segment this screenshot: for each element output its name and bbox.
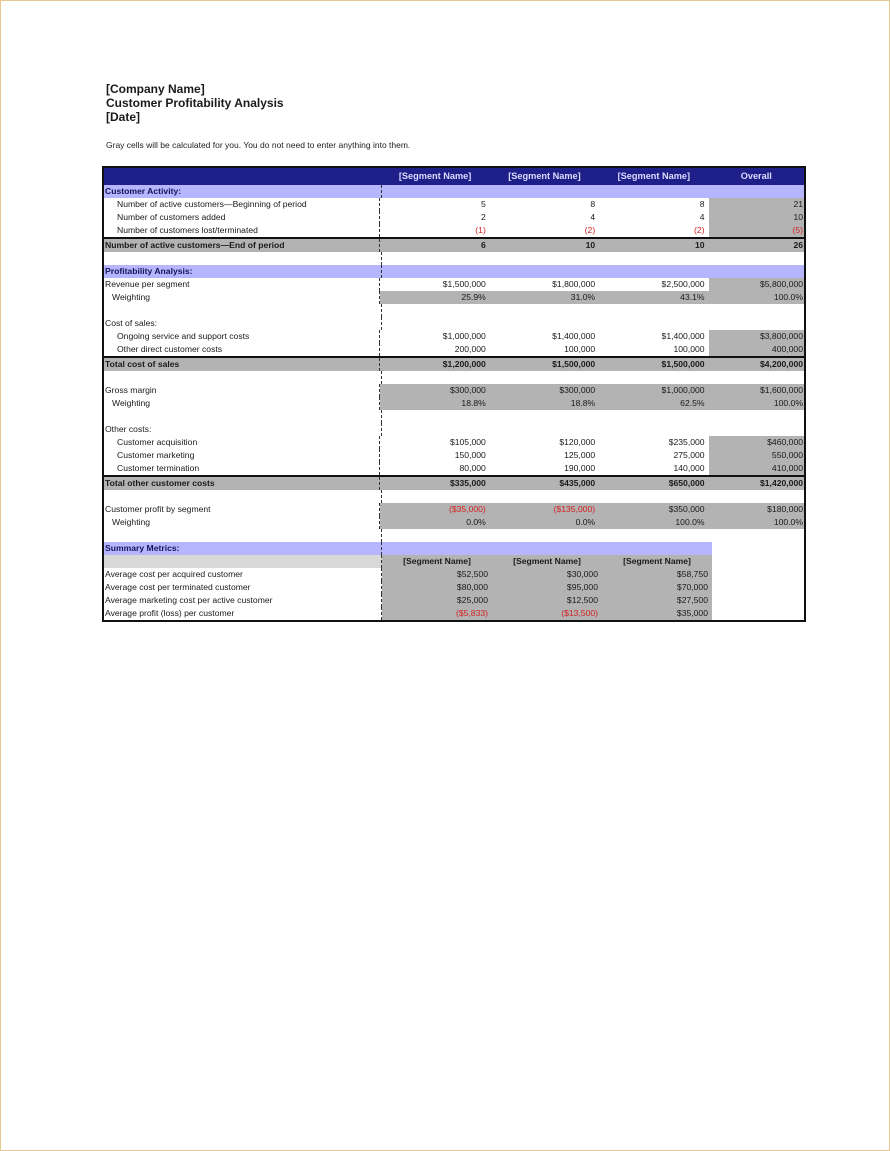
row-label: Number of customers added (104, 211, 380, 224)
cell-calculated: $52,500 (382, 568, 492, 581)
cell-calculated: 10 (709, 211, 804, 224)
column-header: [Segment Name] (602, 555, 712, 568)
cell-calculated: 100.0% (599, 516, 708, 529)
total-row (104, 237, 804, 252)
row-label: Customer marketing (104, 449, 380, 462)
cell[interactable]: 80,000 (459, 463, 486, 473)
cell-calculated: 62.5% (599, 397, 708, 410)
cell[interactable]: 125,000 (564, 450, 596, 460)
column-header: [Segment Name] (492, 555, 602, 568)
section-customer-activity (104, 185, 804, 198)
spacer (104, 410, 382, 423)
cell-calculated: $35,000 (602, 607, 712, 620)
company-name: [Company Name] (106, 82, 205, 96)
table-row (104, 397, 804, 410)
cell-calculated: $1,600,000 (709, 384, 804, 397)
column-header: [Segment Name] (617, 171, 691, 181)
cell[interactable]: $1,400,000 (552, 331, 596, 341)
row-label: Average cost per acquired customer (104, 568, 382, 581)
cell-calculated: 10 (585, 240, 596, 250)
cell[interactable]: 140,000 (673, 463, 705, 473)
row-label: Weighting (104, 291, 380, 304)
cell-calculated: $1,000,000 (599, 384, 708, 397)
cell[interactable]: 275,000 (673, 450, 705, 460)
row-label: Customer profit by segment (104, 503, 380, 516)
table-row (104, 291, 804, 304)
cell-calculated: 21 (709, 198, 804, 211)
spacer-row (104, 252, 804, 265)
table-row (104, 224, 804, 237)
cell-calculated: 25.9% (380, 291, 489, 304)
spacer-row (104, 490, 804, 503)
row-label: Weighting (104, 516, 380, 529)
spacer-row (104, 371, 804, 384)
table-row (104, 607, 804, 620)
cell-calculated: $300,000 (490, 384, 599, 397)
table-row (104, 198, 804, 211)
cell-calculated: $1,200,000 (442, 359, 486, 369)
spacer-row (104, 304, 804, 317)
document-date: [Date] (106, 110, 141, 124)
spacer (104, 304, 382, 317)
cell-calculated: 10 (695, 240, 705, 250)
cell-calculated: 100.0% (709, 516, 804, 529)
cell-calculated: $25,000 (382, 594, 492, 607)
cell[interactable]: $105,000 (449, 437, 486, 447)
row-label: Number of active customers—End of period (104, 239, 380, 252)
cell[interactable]: 4 (699, 212, 705, 222)
cell-calculated: $12,500 (492, 594, 602, 607)
header-blank (104, 168, 380, 185)
row-label: Number of customers lost/terminated (104, 224, 380, 237)
row-label: Customer acquisition (104, 436, 380, 449)
section-summary (104, 542, 804, 555)
cell-calculated: 400,000 (709, 343, 804, 356)
cell-calculated: 18.8% (380, 397, 489, 410)
column-header: [Segment Name] (508, 171, 581, 181)
total-row (104, 356, 804, 371)
row-label: Cost of sales: (104, 317, 382, 330)
spacer-row (104, 529, 804, 542)
profitability-table (102, 166, 806, 622)
row-label: Total other customer costs (104, 477, 380, 490)
cell-calculated: $70,000 (602, 581, 712, 594)
row-label: Number of active customers—Beginning of period (104, 198, 380, 211)
section-label: Customer Activity: (104, 185, 382, 198)
cell-calculated: 0.0% (490, 516, 599, 529)
cell[interactable]: $1,400,000 (661, 331, 705, 341)
cell-calculated: $180,000 (709, 503, 804, 516)
cell-calculated: $27,500 (602, 594, 712, 607)
cell[interactable]: 190,000 (564, 463, 596, 473)
table-row (104, 384, 804, 397)
table-row (104, 278, 804, 291)
cell-calculated: 100.0% (709, 397, 804, 410)
table-row (104, 581, 804, 594)
cell[interactable]: 2 (481, 212, 486, 222)
cell-calculated: $1,420,000 (760, 478, 804, 488)
cell-calculated: ($13,500) (492, 607, 602, 620)
row-label: Gross margin (104, 384, 380, 397)
cell[interactable]: (2) (584, 225, 596, 235)
table-row (104, 211, 804, 224)
row-label: Ongoing service and support costs (104, 330, 380, 343)
spacer (104, 371, 382, 384)
cell-calculated: $1,500,000 (552, 359, 596, 369)
section-fill (602, 542, 712, 555)
row-label: Weighting (104, 397, 380, 410)
cell[interactable]: 8 (590, 199, 596, 209)
table-row (104, 449, 804, 462)
cell-calculated: 100.0% (709, 291, 804, 304)
cell-calculated: $30,000 (492, 568, 602, 581)
cell-calculated: $4,200,000 (760, 359, 804, 369)
cell[interactable]: $1,500,000 (442, 279, 486, 289)
cell[interactable]: $1,800,000 (552, 279, 596, 289)
table-row (104, 503, 804, 516)
cell-calculated: $435,000 (559, 478, 596, 488)
cell-calculated: $650,000 (668, 478, 705, 488)
row-label: Customer termination (104, 462, 380, 475)
spacer (104, 529, 382, 542)
column-header: [Segment Name] (382, 555, 492, 568)
column-header: [Segment Name] (398, 171, 472, 181)
cell[interactable]: $2,500,000 (661, 279, 705, 289)
cell[interactable]: $1,000,000 (442, 331, 486, 341)
cell[interactable]: 4 (590, 212, 596, 222)
group-label-row (104, 317, 804, 330)
cell-calculated: 410,000 (709, 462, 804, 475)
table-row (104, 594, 804, 607)
row-label: Total cost of sales (104, 358, 380, 371)
cell-calculated: 26 (793, 240, 804, 250)
spacer (104, 252, 382, 265)
row-label: Average marketing cost per active customer (104, 594, 382, 607)
cell-calculated: $3,800,000 (709, 330, 804, 343)
section-fill (492, 542, 602, 555)
cell-calculated: 43.1% (599, 291, 708, 304)
summary-header-blank (104, 555, 382, 568)
table-row (104, 330, 804, 343)
cell[interactable]: (1) (475, 225, 486, 235)
cell-calculated: 550,000 (709, 449, 804, 462)
summary-header-row (104, 555, 804, 568)
cell-calculated: ($135,000) (490, 503, 599, 516)
cell-calculated: $350,000 (599, 503, 708, 516)
row-label: Other direct customer costs (104, 343, 380, 356)
cell[interactable]: $235,000 (668, 437, 705, 447)
cell-calculated: $460,000 (709, 436, 804, 449)
cell-calculated: $58,750 (602, 568, 712, 581)
cell-calculated: ($35,000) (380, 503, 489, 516)
cell[interactable]: (2) (694, 225, 705, 235)
cell-calculated: 6 (481, 240, 486, 250)
cell-calculated: $1,500,000 (661, 359, 705, 369)
section-fill (382, 542, 492, 555)
instruction-note: Gray cells will be calculated for you. You do not need to enter anything into them. (106, 140, 411, 150)
cell-calculated: 31.0% (490, 291, 599, 304)
cell[interactable]: 8 (699, 199, 705, 209)
table-row (104, 568, 804, 581)
table-row (104, 516, 804, 529)
cell-calculated: $95,000 (492, 581, 602, 594)
total-row (104, 475, 804, 490)
section-profitability (104, 265, 804, 278)
table-row (104, 462, 804, 475)
spacer (104, 490, 382, 503)
column-header-overall: Overall (740, 171, 772, 181)
row-label: Other costs: (104, 423, 382, 436)
cell[interactable]: 100,000 (673, 344, 705, 354)
row-label: Average cost per terminated customer (104, 581, 382, 594)
cell-calculated: 18.8% (490, 397, 599, 410)
cell-calculated: $335,000 (449, 478, 486, 488)
cell[interactable]: 100,000 (564, 344, 596, 354)
cell-calculated: (5) (709, 224, 804, 237)
section-label: Profitability Analysis: (104, 265, 382, 278)
column-header-row (104, 168, 804, 185)
cell[interactable]: 150,000 (454, 450, 486, 460)
cell-calculated: 0.0% (380, 516, 489, 529)
document-title: Customer Profitability Analysis (106, 96, 284, 110)
section-label: Summary Metrics: (104, 542, 382, 555)
group-label-row (104, 423, 804, 436)
cell-calculated: $80,000 (382, 581, 492, 594)
spacer-row (104, 410, 804, 423)
cell-calculated: $300,000 (380, 384, 489, 397)
cell[interactable]: $120,000 (559, 437, 596, 447)
table-row (104, 343, 804, 356)
cell-calculated: ($5,833) (382, 607, 492, 620)
cell-calculated: $5,800,000 (709, 278, 804, 291)
row-label: Average profit (loss) per customer (104, 607, 382, 620)
table-row (104, 436, 804, 449)
row-label: Revenue per segment (104, 278, 380, 291)
cell[interactable]: 5 (481, 199, 486, 209)
document-header (106, 82, 284, 124)
cell[interactable]: 200,000 (454, 344, 486, 354)
